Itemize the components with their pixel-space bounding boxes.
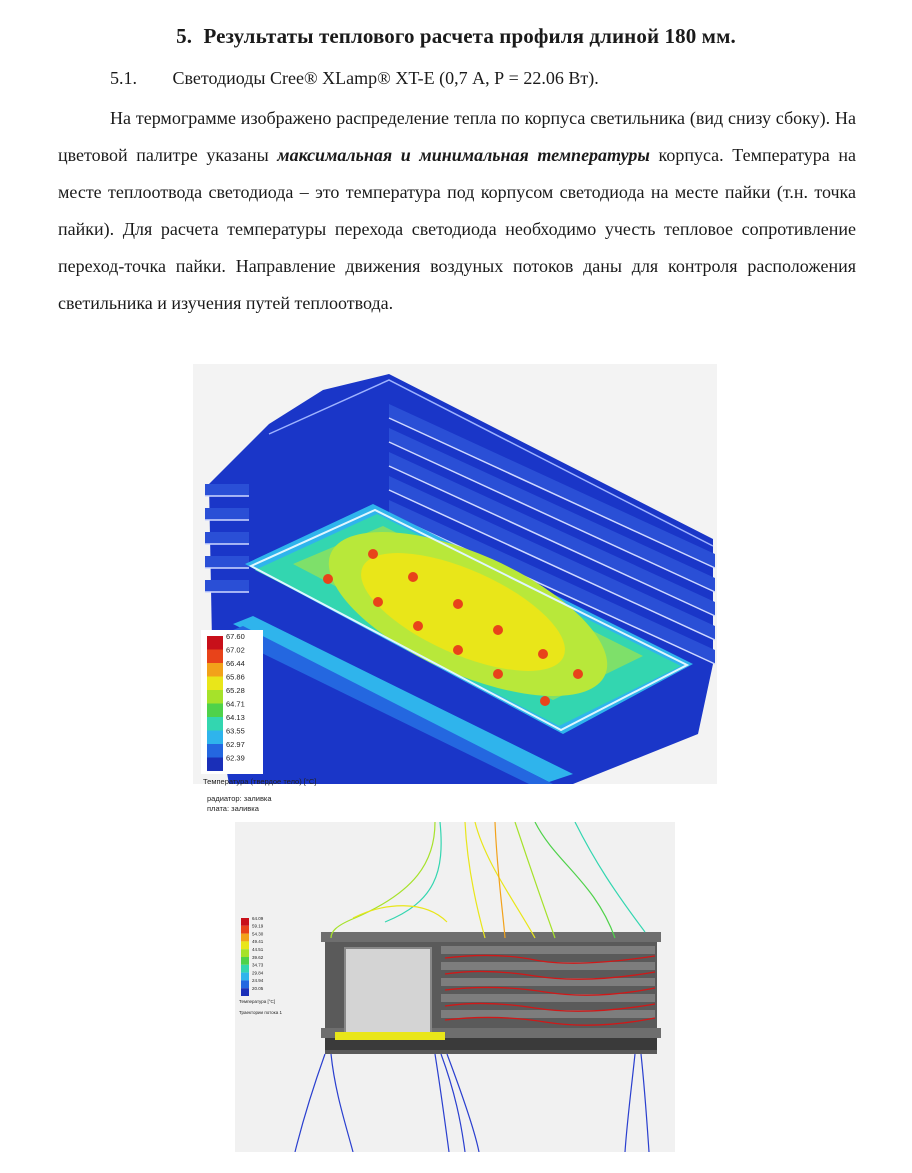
legend-title: Температура (твердое тело) [°C] [203, 777, 317, 786]
profile-cross-section [321, 932, 661, 1054]
legend-swatch [207, 663, 223, 677]
legend-value: 64.71 [226, 699, 245, 709]
flow-legend-swatch [241, 965, 249, 973]
legend-value: 65.28 [226, 686, 245, 695]
flow-legend-value: 54.30 [252, 931, 264, 937]
flow-legend-swatch [241, 949, 249, 957]
flow-legend-value: 24.94 [252, 978, 264, 984]
flow-legend-value: 49.41 [252, 939, 264, 945]
section-heading [0, 24, 912, 49]
subsection-title: Светодиоды Cree® XLamp® XT-E (0,7 А, Р = 22.06 Вт). [172, 68, 599, 88]
legend-swatch [207, 704, 223, 718]
legend-value: 64.13 [226, 713, 245, 722]
legend-swatch [207, 717, 223, 731]
flow-legend-title: Температура [°C] [239, 999, 276, 1004]
airflow-figure [235, 822, 675, 1152]
legend-swatch [207, 650, 223, 664]
flow-legend-swatch [241, 980, 249, 988]
trajectory-label: Траектории потока 1 [239, 1010, 282, 1015]
flow-legend-swatch [241, 988, 249, 996]
flow-legend-swatch [241, 934, 249, 942]
flow-legend-value: 29.84 [252, 970, 264, 976]
paragraph-emphasis: максимальная и минимальная температуры [277, 145, 650, 165]
radiator-note: радиатор: заливка [207, 794, 272, 803]
paragraph-text-2: корпуса. Температура на месте теплоотвода светодиода – это температура под корпусом светодиода на месте пайки (т.н. точка пайки). Для расчета температуры перехода светодиода необходимо учесть тепловое сопротивление переход-точка пайки. Направление движения воздуных потоков даны для контроля расположения светильника и изучения путей теплоотвода. [58, 145, 856, 313]
legend-value: 67.02 [226, 645, 245, 655]
flow-legend-value: 39.62 [252, 954, 264, 960]
thermogram-figure [193, 364, 717, 816]
legend-swatch [207, 731, 223, 745]
flow-legend-value: 20.05 [252, 986, 264, 991]
legend-swatch [207, 677, 223, 691]
paragraph-text-1: На термограмме изображено распределение тепла по корпуса светильника (вид снизу сбоку). На цветовой палитре указаны [58, 108, 856, 165]
legend-swatch [207, 636, 223, 650]
description-paragraph [58, 100, 856, 322]
legend-value: 67.60 [226, 632, 245, 641]
flow-legend-swatch [241, 973, 249, 981]
flow-legend-value: 64.09 [252, 915, 264, 921]
flow-legend-swatch [241, 941, 249, 949]
legend-value: 66.44 [226, 659, 245, 668]
legend-value: 62.39 [226, 753, 245, 763]
flow-legend-value: 59.19 [252, 923, 264, 929]
section-number: 5. [176, 24, 193, 48]
legend-value: 65.86 [226, 672, 245, 682]
subsection-heading [110, 68, 599, 89]
legend-swatch [207, 690, 223, 704]
section-title: Результаты теплового расчета профиля длиной 180 мм. [203, 24, 736, 48]
flow-legend-value: 44.51 [252, 947, 264, 952]
legend-swatch [207, 744, 223, 758]
legend-swatch [207, 758, 223, 772]
subsection-number: 5.1. [110, 68, 137, 88]
legend-value: 63.55 [226, 726, 245, 736]
legend-value: 62.97 [226, 740, 245, 749]
flow-legend-swatch [241, 926, 249, 934]
flow-legend-value: 34.73 [252, 962, 264, 968]
board-note: плата: заливка [207, 804, 259, 813]
flow-legend-swatch [241, 957, 249, 965]
flow-legend-swatch [241, 918, 249, 926]
